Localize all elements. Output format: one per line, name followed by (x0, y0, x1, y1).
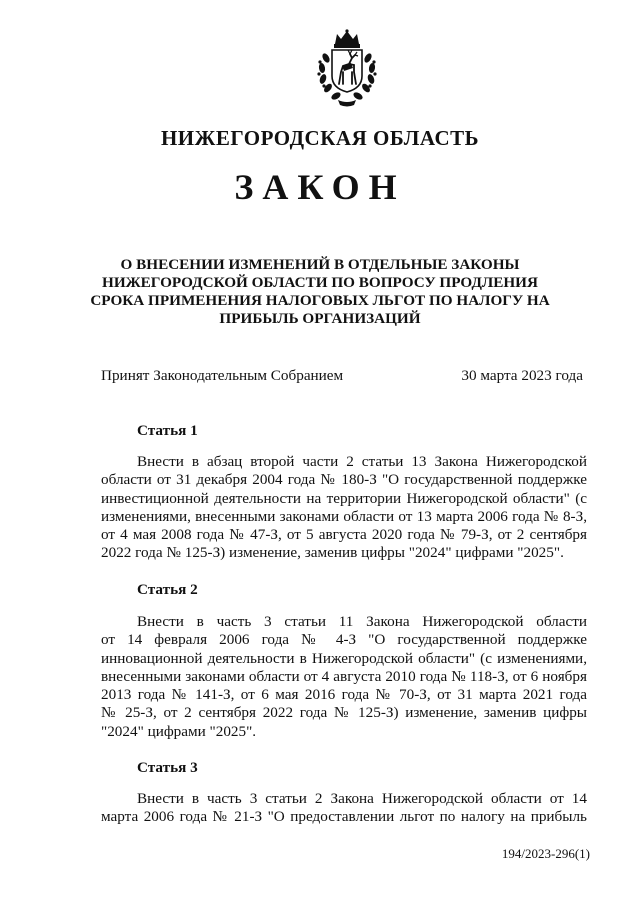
region-name: НИЖЕГОРОДСКАЯ ОБЛАСТЬ (160, 126, 480, 150)
adoption-date: 30 марта 2023 года (461, 367, 583, 384)
text-line: "2024" цифрами "2025". (101, 722, 257, 740)
law-title (90, 256, 550, 328)
article-3-text (101, 790, 587, 827)
article-3-heading: Статья 3 (137, 759, 198, 776)
text-line: области от 31 декабря 2004 года № 180-З "О государственной поддержке (101, 471, 587, 489)
law-title-line: НИЖЕГОРОДСКОЙ ОБЛАСТИ ПО ВОПРОСУ ПРОДЛЕНИЯ (102, 274, 538, 291)
article-1-heading: Статья 1 (137, 422, 198, 439)
document-type: ЗАКОН (234, 167, 406, 207)
text-line: Внести в часть 3 статьи 2 Закона Нижегородской области от 14 (137, 790, 587, 807)
text-line: 2022 года № 125-З) изменение, заменив цифры "2024" цифрами "2025". (101, 544, 564, 562)
adoption-statement: Принят Законодательным Собранием (101, 367, 344, 384)
text-line: 2013 года № 141-З, от 6 мая 2016 года № 70-З, от 31 марта 2021 года (101, 686, 587, 704)
article-1-text (101, 453, 587, 563)
law-title-line: СРОКА ПРИМЕНЕНИЯ НАЛОГОВЫХ ЛЬГОТ ПО НАЛОГУ НА (90, 292, 550, 309)
crown-icon (334, 29, 360, 48)
document-number: 194/2023-296(1) (501, 846, 590, 861)
text-line: Внести в часть 3 статьи 11 Закона Нижегородской области (137, 613, 587, 630)
text-line: изменениями, внесенными законами области от 13 марта 2006 года № 8-З, (101, 507, 587, 525)
text-line: Внести в абзац второй части 2 статьи 13 Закона Нижегородской (137, 453, 587, 470)
text-line: от 4 мая 2008 года № 47-З, от 5 августа 2020 года № 79-З, от 2 сентября (101, 526, 587, 544)
text-line: № 25-З, от 2 сентября 2022 года № 125-З) изменение, заменив цифры (101, 704, 587, 722)
text-line: внесенными законами области от 4 августа 2010 года № 118-З, от 6 ноября (101, 667, 587, 685)
text-line: инновационной деятельности в Нижегородской области" (с изменениями, (101, 649, 587, 667)
text-line: от 14 февраля 2006 года № 4-З "О государственной поддержке (101, 631, 587, 649)
law-title-line: О ВНЕСЕНИИ ИЗМЕНЕНИЙ В ОТДЕЛЬНЫЕ ЗАКОНЫ (120, 256, 520, 273)
law-title-line: ПРИБЫЛЬ ОРГАНИЗАЦИЙ (219, 310, 421, 327)
article-2-heading: Статья 2 (137, 581, 198, 598)
coat-of-arms-icon (306, 28, 388, 108)
article-2-text (101, 613, 587, 741)
text-line: инвестиционной деятельности на территории Нижегородской области" (с (101, 489, 587, 507)
shield-icon (332, 50, 362, 92)
text-line: марта 2006 года № 21-З "О предоставлении льгот по налогу на прибыль (101, 808, 587, 826)
